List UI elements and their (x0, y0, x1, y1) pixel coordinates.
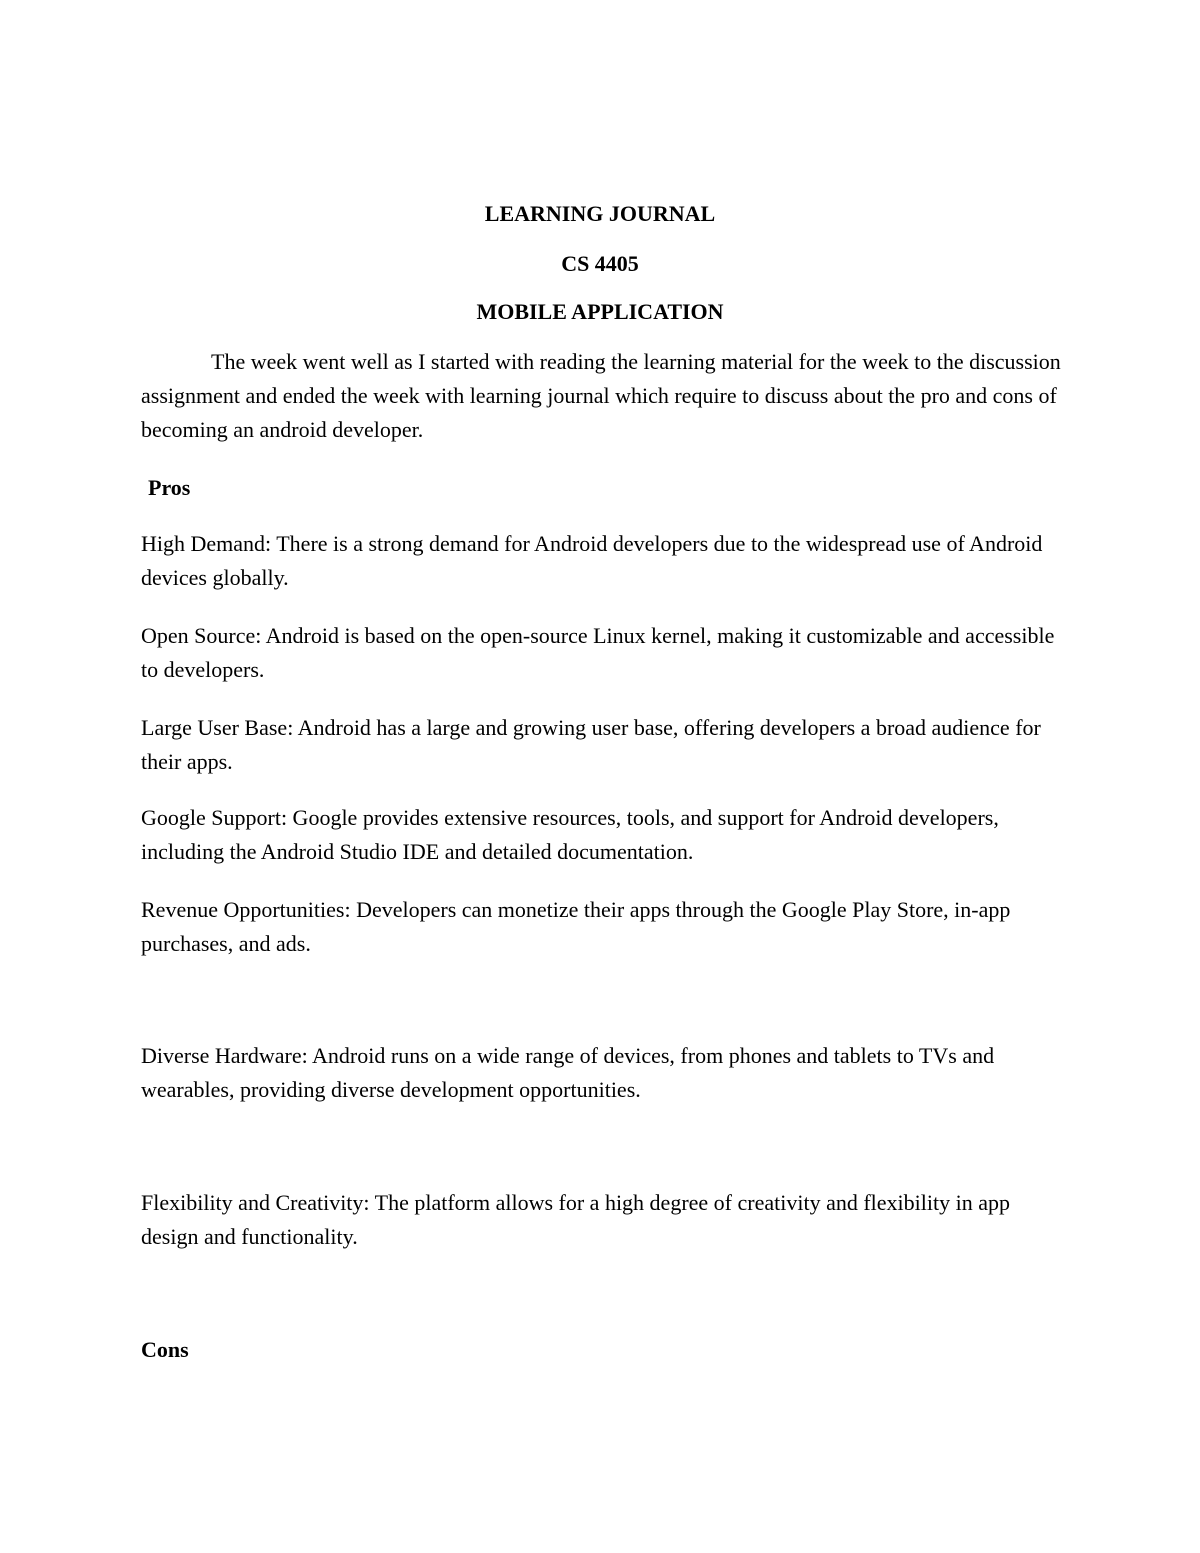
cons-heading: Cons (141, 1337, 189, 1362)
pros-heading: Pros (148, 475, 191, 500)
pro-item-open-source: Open Source: Android is based on the open-source Linux kernel, making it customizable and accessible to developers. (141, 623, 1055, 682)
course-code: CS 4405 (561, 251, 639, 276)
pro-item-flexibility-creativity: Flexibility and Creativity: The platform allows for a high degree of creativity and flexibility in app design and functionality. (141, 1190, 1010, 1249)
pro-item-high-demand: High Demand: There is a strong demand for Android developers due to the widespread use of Android devices globally. (141, 531, 1043, 590)
pro-item-revenue-opportunities: Revenue Opportunities: Developers can monetize their apps through the Google Play Store, in-app purchases, and ads. (141, 897, 1011, 956)
pro-item-diverse-hardware: Diverse Hardware: Android runs on a wide range of devices, from phones and tablets to TVs and wearables, providing diverse development opportunities. (141, 1043, 995, 1102)
document-title: LEARNING JOURNAL (484, 201, 716, 226)
intro-paragraph: The week went well as I started with reading the learning material for the week to the discussion assignment and ended the week with learning journal which require to discuss about the pro and cons of becoming an android developer. (141, 349, 1061, 442)
pro-item-large-user-base: Large User Base: Android has a large and growing user base, offering developers a broad audience for their apps. (141, 715, 1041, 774)
course-name: MOBILE APPLICATION (476, 299, 724, 324)
pro-item-google-support: Google Support: Google provides extensive resources, tools, and support for Android developers, including the Android Studio IDE and detailed documentation. (141, 805, 999, 864)
